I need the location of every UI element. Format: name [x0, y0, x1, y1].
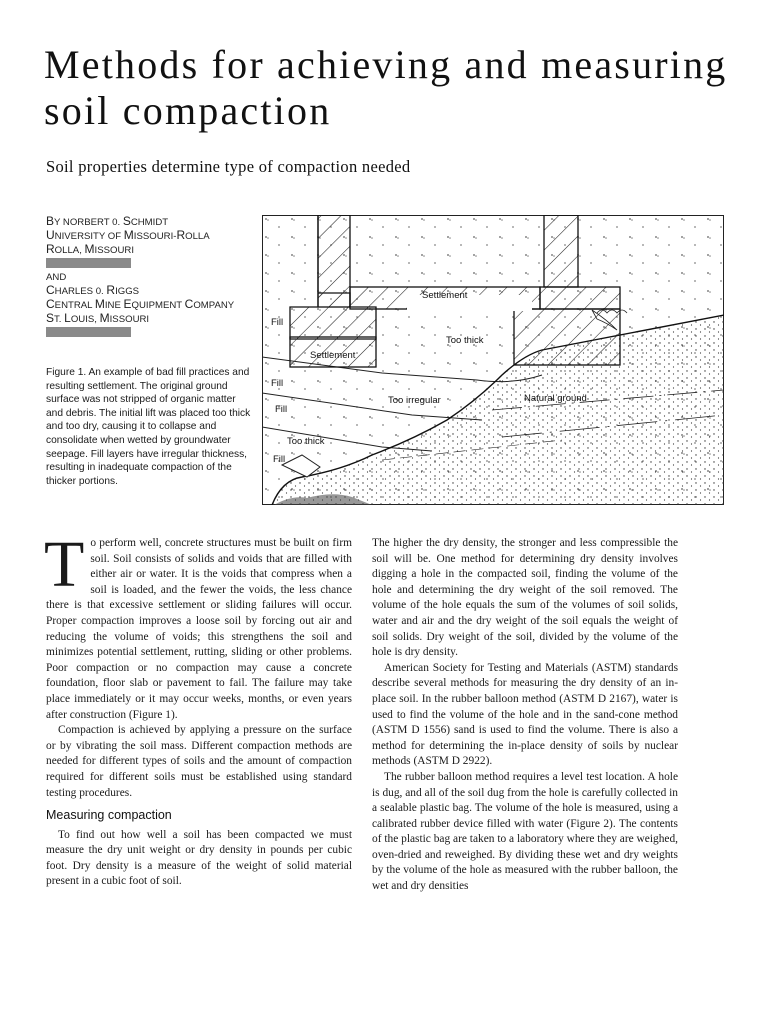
- right-footing: [514, 309, 620, 365]
- paragraph: American Society for Testing and Materials (ASTM) standards describe several methods for measuring the dry density of an in-place soil. In the rubber balloon method (ASTM D 2167), water is used to find the volume of the hole and in the sand-cone method (ASTM D 1556) sand is used to find the volume. There is also a method for determining the in-place density of soils by nuclear methods (ASTM D 2922).: [372, 661, 678, 768]
- paragraph: The higher the dry density, the stronger and less compressible the soil will be. One method for determining dry density involves digging a hole in the compacted soil, finding the volume of the hole and determining the dry weight of the soil removed. The volume of the hole equals the sum of the volumes of soil solids, water and air and the dry weight of the soil equals the weight of soil solids. Dry weight of the soil, divided by the volume of the hole is dry density.: [372, 537, 678, 659]
- figure-caption: Figure 1. An example of bad fill practices and resulting settlement. The original ground surface was not stripped of organic matter and debris. The initial lift was placed too thick and too dry, causing it to collapse and consolidate when wetted by groundwater seepage. Fill layers have irregular thickness, resulting in inadequate compaction of the thicker portions.: [46, 367, 251, 487]
- section-heading: Measuring compaction: [46, 808, 172, 823]
- label-fill-1: Fill: [271, 317, 284, 328]
- paragraph: The rubber balloon method requires a level test location. A hole is dug, and all of the soil dug from the hole is carefully collected in a sealable plastic bag. The volume of the hole is measured, using a calibrated rubber device filled with water (Figure 2). The contents of the plastic bag are taken to a laboratory where they are weighed, oven-dried and reweighed. By dividing these wet and dry weights by the volume of the hole as measured with the rubber balloon, the wet and dry densities: [372, 770, 678, 893]
- byline-and: AND: [46, 272, 67, 283]
- label-settlement-top: Settlement: [422, 290, 468, 301]
- byline-divider-bar: [46, 327, 131, 337]
- label-fill-4: Fill: [273, 454, 286, 465]
- author-line-2: CHARLES 0. RIGGS: [46, 283, 140, 297]
- left-column: [318, 215, 350, 307]
- byline: [46, 215, 251, 340]
- author-line-1: BY NORBERT 0. SCHMIDT: [46, 214, 169, 228]
- label-fill-3: Fill: [275, 404, 288, 415]
- affiliation-line-4: ST. LOUIS, MISSOURI: [46, 311, 150, 325]
- figure-1-diagram: [262, 215, 724, 505]
- dropcap: T: [44, 528, 85, 601]
- right-beam: [540, 287, 620, 309]
- label-fill-2: Fill: [271, 378, 284, 389]
- byline-divider-bar: [46, 258, 131, 268]
- article-subtitle: Soil properties determine type of compaction needed: [46, 157, 411, 176]
- label-too-thick-low: Too thick: [287, 436, 325, 447]
- label-settlement-left: Settlement: [310, 350, 356, 361]
- body-column-2: [372, 536, 678, 895]
- label-too-thick-mid: Too thick: [446, 335, 484, 346]
- affiliation-line-2: ROLLA, MISSOURI: [46, 242, 134, 256]
- affiliation-line-1: UNIVERSITY OF MISSOURI-ROLLA: [46, 228, 210, 242]
- body-column-1: [44, 528, 352, 890]
- label-too-irregular: Too irregular: [388, 395, 441, 406]
- paragraph: To perform well, concrete structures must be built on firm soil. Soil consists of solids and voids that are filled with either air or water. It is the voids that compress when a soil is loaded, and the fewer the voids, the less chance there is that excessive settlement or sliding failures will occur. Proper compaction improves a loose soil by forcing out air and reducing the volume of voids; this strengthens the soil and minimizes potential settlement, rutting, sliding or other problems. Poor compaction or no compaction may cause a concrete foundation, floor slab or pavement to fail. The failure may take place immediately or it may occur weeks, months, or even years after construction (Figure 1).: [44, 528, 352, 721]
- paragraph: Compaction is achieved by applying a pressure on the surface or by vibrating the soil mass. Different compaction methods are needed for different types of soils and the amount of compaction required for different soils must be established using standard testing procedures.: [46, 724, 352, 799]
- affiliation-line-3: CENTRAL MINE EQUIPMENT COMPANY: [46, 297, 235, 311]
- article-title: Methods for achieving and measuring soil compaction: [44, 42, 728, 133]
- label-natural-ground: Natural ground: [524, 393, 587, 404]
- figure-1-svg: [262, 215, 724, 505]
- right-column: [544, 215, 578, 287]
- paragraph: To find out how well a soil has been compacted we must measure the dry unit weight or dry density in pounds per cubic foot. Dry density is a measure of the weight of solid material present in a cubic foot of soil.: [46, 828, 352, 888]
